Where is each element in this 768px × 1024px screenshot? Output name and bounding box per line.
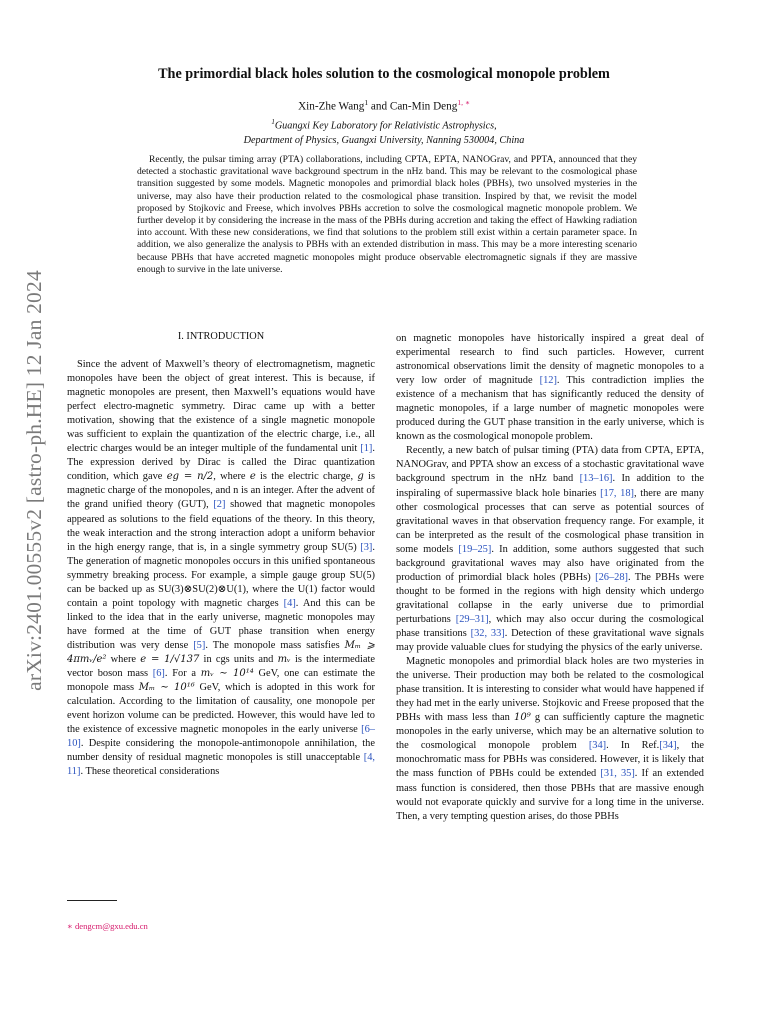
affiliation-line: Guangxi Key Laboratory for Relativistic Astrophysics,	[274, 120, 497, 132]
math-inline: e = 1/√137	[140, 653, 200, 665]
paragraph: Since the advent of Maxwell’s theory of electromagnetism, magnetic monopoles have been the object of great interest. This is because, if magnetic monopoles are present, then Maxwell’s equations would have perfect electro-magnetic symmetry. Dirac came up with a better motivation, showing that the existence of a single magnetic monopole was sufficient to explain the quantization of the electric charge, i.e., all electric charges would be an integer multiple of the fundamental unit [1]. The expression derived by Dirac is called the Dirac quantization condition, which gave eg = n/2, where e is the electric charge, g is magnetic charge of the monopoles, and n is an integer. After the advent of the grand unified theory (GUT), [2] showed that magnetic monopoles appeared as solutions to the field equations of the theory. In this theory, the weak interaction and the strong interaction adopt a uniform behavior in the high energy range, that is, in a single symmetry group SU(5) [3]. The generation of magnetic monopoles occurs in this unified spontaneous symmetry breaking process. For example, a simple gauge group SU(5) can be backed up as SU(3)⊗SU(2)⊗U(1), where the U(1) factor would contain a point topology with magnetic charges [4]. And this can be linked to the idea that in the early universe, magnetic monopoles may have formed at the time of GUT phase transition when energy distribution was very dense [5]. The monopole mass satisfies Mₘ ⩾ 4πmᵥ/e² where e = 1/√137 in cgs units and mᵥ is the intermediate vector boson mass [6]. For a mᵥ ∼ 10¹⁴ GeV, one can estimate the monopole mass Mₘ ∼ 10¹⁶ GeV, which is adopted in this work for calculation. According to the limitation of causality, one monopole per event horizon volume can be predicted. However, this would have led to the existence of excessive magnetic monopoles in the early universe [6–10]. Despite considering the monopole-antimonopole annihilation, the number density of residual magnetic monopoles is still unacceptable [4, 11]. These theoretical considerations	[67, 359, 376, 778]
affiliation-line: Department of Physics, Guangxi University, Nanning 530004, China	[243, 135, 525, 147]
citation-link[interactable]: [29–31]	[455, 613, 489, 625]
corresponding-author-link[interactable]: 1, ∗	[457, 98, 470, 107]
citation-link[interactable]: [26–28]	[595, 571, 629, 583]
math-inline: e	[249, 471, 256, 483]
paragraph: Recently, a new batch of pulsar timing (PTA) data from CPTA, EPTA, NANOGrav, and PPTA show an excess of a stochastic gravitational wave background spectrum in the nHz band [13–16]. In addition to the inspiraling of supermassive black hole binaries [17, 18], there are many other cosmological processes that can serve as potential sources of gravitational waves in that observation frequency range. For example, it can be interpreted as the result of the cosmological phase transition in some models [19–25]. In addition, some authors suggested that such background gravitational waves may also have originated from the production of primordial black holes (PBHs) [26–28]. The PBHs were thought to be formed in the regions with high density which undergo gravitational collapse in the early universe due to primordial perturbations [29–31], which may also occur during the cosmological phase transitions [32, 33]. Detection of these gravitational wave signals may provide valuable clues for studying the physics of the early universe.	[396, 445, 704, 654]
author-name: Xin-Zhe Wang	[298, 100, 365, 113]
citation-link[interactable]: [19–25]	[458, 543, 492, 555]
citation-link[interactable]: [32, 33]	[470, 627, 505, 639]
footnote	[67, 921, 148, 932]
footnote-rule	[67, 900, 117, 901]
paper-title: The primordial black holes solution to the cosmological monopole problem	[158, 66, 610, 82]
math-inline: Mₘ ∼ 10¹⁶	[138, 682, 195, 694]
author-separator: and	[368, 100, 390, 113]
citation-link[interactable]: [4]	[283, 597, 296, 609]
paragraph: Magnetic monopoles and primordial black holes are two mysteries in the universe. Their production may both be related to the cosmological phase transition. It is interesting to consider what would have happened if they had met in the early universe. Stojkovic and Freese proposed that the PBHs with mass less than 10⁹ g can sufficiently capture the magnetic monopoles in the early universe, which may be an alternative solution to the cosmological monopole problem [34]. In Ref.[34], the monochromatic mass for PBHs was considered. However, it is likely that the mass function of PBHs could be extended [31, 35]. If an extended mass function is considered, then those PBHs that are massive enough would not evaporate quickly and survive for a long time in the universe. Then, a very tempting question arises, do those PBHs	[396, 656, 704, 822]
right-column	[396, 332, 704, 824]
arxiv-identifier-stamp	[22, 255, 46, 705]
citation-link[interactable]: [6–10]	[67, 724, 375, 750]
citation-link[interactable]: [1]	[360, 443, 373, 455]
author-line	[0, 98, 768, 113]
math-inline: 10⁹	[513, 712, 531, 724]
citation-link[interactable]: [2]	[213, 499, 226, 511]
affiliation-mark: 1	[271, 118, 275, 126]
footnote-mark: ∗	[67, 921, 73, 931]
citation-link[interactable]: [34]	[659, 740, 677, 752]
citation-link[interactable]: [31, 35]	[600, 768, 635, 780]
left-column	[67, 330, 375, 779]
math-inline: g	[357, 471, 364, 483]
affiliation	[0, 115, 768, 148]
math-inline: Mₘ ⩾ 4πmᵥ/e²	[67, 639, 375, 665]
citation-link[interactable]: [12]	[539, 375, 557, 387]
math-inline: mᵥ	[277, 653, 291, 665]
citation-link[interactable]: [34]	[588, 740, 607, 752]
citation-link[interactable]: [13–16]	[579, 473, 613, 485]
math-inline: eg = n/2	[166, 471, 214, 483]
citation-link[interactable]: [4, 11]	[67, 752, 375, 778]
math-inline: mᵥ ∼ 10¹⁴	[200, 668, 254, 680]
abstract: Recently, the pulsar timing array (PTA) collaborations, including CPTA, EPTA, NANOGrav, and PPTA, announced that they detected a stochastic gravitational wave background spectrum in the nHz band. This may be relevant to the cosmological phase transition suggested by some models. Magnetic monopoles and primordial black holes (PBHs), two unsolved mysteries in the universe, may also have their production related to the cosmological phase transition. Inspired by that, we revisit the model proposed by Stojkovic and Freese, which involves PBHs accretion to solve the cosmological magnetic monopole problem. We further develop it by considering the increase in the mass of the PBHs during accretion and taking the effect of Hawking radiation into account. With these new considerations, we find that solutions to the problem still exist within a certain parameter space. In addition, we also generalize the analysis to PBHs with an extended distribution in mass. This may be a more interesting scenario because PBHs that have accreted magnetic monopoles might produce observable electromagnetic signals if they are massive enough to survive in the late universe.	[137, 154, 637, 275]
arxiv-id-text: arXiv:2401.00555v2 [astro-ph.HE] 12 Jan 2024	[21, 269, 46, 691]
paragraph: on magnetic monopoles have historically inspired a great deal of experimental research to find such particles. However, current astronomical observations limit the density of magnetic monopoles to a very low order of magnitude [12]. This contradiction implies the existence of a mechanism that has significantly reduced the density of magnetic monopoles, if a large number of magnetic monopoles were produced during the GUT phase transition in the early universe, which is known as the cosmological monopole problem.	[396, 333, 704, 443]
section-heading: I. INTRODUCTION	[177, 331, 265, 342]
author-name: Can-Min Deng	[389, 100, 458, 113]
citation-link[interactable]: [5]	[193, 639, 206, 651]
citation-link[interactable]: [17, 18]	[600, 487, 634, 499]
affiliation-mark: 1	[364, 98, 369, 107]
citation-link[interactable]: [3]	[360, 541, 373, 553]
citation-link[interactable]: [6]	[152, 668, 165, 680]
email-link[interactable]: dengcm@gxu.edu.cn	[75, 921, 148, 931]
